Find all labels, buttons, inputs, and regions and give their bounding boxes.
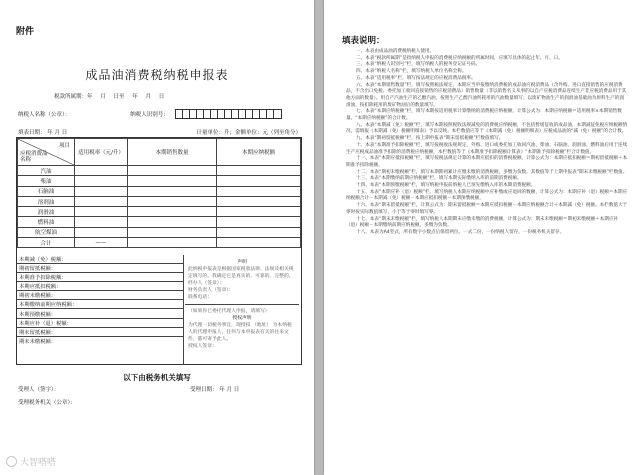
instruction-paragraph: 十、本表“本期准予扣除税额”栏，填写按税收法规规定，外购、进口或委托加工收回汽油、柴油、石脑油、润滑油、燃料油后用于连续生产应税成品油准予扣除的消费税应纳税额，本栏数值等于《本期准予扣除税额计算表》“本期准予扣除税额”栏合计数值。 xyxy=(346,142,628,155)
item-name: 润滑油 xyxy=(18,207,75,217)
total-row xyxy=(18,238,301,248)
summary-row[interactable]: 期初留抵税额： xyxy=(17,264,183,273)
tax-cell[interactable] xyxy=(217,176,301,186)
declaration-box xyxy=(185,255,299,364)
receive-date-label: 受理日期： 年 月 日 xyxy=(190,387,240,393)
instruction-paragraph: 十二、本表“期初未缴税额”栏，填写本期期初累计应缴未缴的消费税额，多缴为负数。其数值等于上期申报表“期末未缴税额”栏数值。 xyxy=(356,169,628,175)
tax-period-line xyxy=(54,92,164,100)
summary-row[interactable]: 期初未缴税额： xyxy=(17,291,183,300)
summary-row[interactable]: 本期应抵扣税额： xyxy=(17,282,183,291)
taxpayer-id-boxes[interactable] xyxy=(175,109,282,119)
rate-cell[interactable] xyxy=(75,176,128,186)
instruction-paragraph: 十七、本表“期末未缴税额”栏，填写纳税人本期期末应缴未缴的消费税额，计算公式为：期末未缴税额＝期初未缴税额＋本期应补（退）税额－本期缴纳前期应纳税额。多缴为负数。 xyxy=(346,216,619,229)
declaration-table xyxy=(16,137,302,365)
rate-cell[interactable] xyxy=(75,166,128,176)
receiver-label: 受理人（签字）： xyxy=(18,387,60,393)
qty-cell[interactable] xyxy=(128,227,217,237)
instruction-paragraph: 十五、本表“本期应补（退）税额”栏，填写纳税人本期应纳税额中应补缴或应退回的数额，计算公式为：本期应补（退）税额＝本期应纳税额合计－本期减（免）税额－本期应抵扣税额－本期预缴税额。 xyxy=(346,189,628,202)
instruction-paragraph: 十六、本表“期末留抵税额”栏，计算公式为：期末留抵税额＝本期应抵扣税额－本期应纳税额合计＋本期减（免）税额。本栏数值大于零时按实际数值填写，小于等于零时填写零。 xyxy=(346,203,628,215)
form-page xyxy=(0,0,314,475)
date-unit-line xyxy=(18,128,301,136)
instruction-paragraph: 十四、本表“本期预缴税额”栏，填写纳税申报前纳税人已预先缴纳入库的本期消费税额。 xyxy=(356,183,536,189)
rate-cell[interactable] xyxy=(75,217,128,227)
total-label: 合计 xyxy=(18,238,75,248)
rate-header: 适用税率（元/升） xyxy=(75,139,128,166)
qty-cell[interactable] xyxy=(128,176,217,186)
summary-row[interactable]: 本期准予扣除税额： xyxy=(17,273,183,282)
taxpayer-line xyxy=(18,109,282,119)
rate-cell[interactable] xyxy=(75,196,128,206)
tax-cell[interactable] xyxy=(217,196,301,206)
agent-note: （如果你已委托代理人申报，请填写） xyxy=(188,309,270,314)
summary-section xyxy=(17,255,301,364)
summary-row[interactable]: 本期预缴税额： xyxy=(17,309,183,318)
watermark xyxy=(6,455,56,468)
table-row xyxy=(18,207,301,217)
item-name: 汽油 xyxy=(18,166,75,176)
tax-cell[interactable] xyxy=(217,186,301,196)
rate-cell[interactable] xyxy=(75,186,128,196)
item-name: 柴油 xyxy=(18,176,75,186)
summary-row[interactable]: 期末留抵税额： xyxy=(17,328,183,337)
tax-cell[interactable] xyxy=(217,207,301,217)
instructions-text xyxy=(346,49,628,237)
instruction-paragraph: 十八、本表为A4竖式，所有数字小数点后保留两位。一式二份，一份纳税人留存，一份税务机关留存。 xyxy=(356,229,565,235)
instruction-paragraph: 五、本表“适用税率”栏，填写按法规定的应税消费品税率。 xyxy=(356,75,476,81)
table-row xyxy=(18,227,301,237)
summary-rows xyxy=(17,255,184,364)
item-name: 航空煤油 xyxy=(18,227,75,237)
instruction-paragraph: 十一、本表“本期应抵扣税额”栏，填写按税法规定计算的本期应抵扣的消费税税额，计算公式为：本期应抵扣税额＝期初留抵税额＋本期准予扣除税额。 xyxy=(346,156,628,168)
instruction-paragraph: 二、本表“税款所属期”是指纳税人申报的消费税应纳税额的所属时间，应填写具体的起止年、月、日。 xyxy=(356,55,563,61)
rate-cell[interactable] xyxy=(75,207,128,217)
summary-row[interactable]: 本期减（免）税额： xyxy=(17,255,183,264)
tax-cell[interactable] xyxy=(217,227,301,237)
summary-row[interactable]: 本期应补（退）税额： xyxy=(17,319,183,328)
rate-cell[interactable] xyxy=(75,227,128,237)
taxpayer-id-label: 纳税人识别号： xyxy=(130,112,169,118)
authorization-body: 为代理一切税务事宜，现授权 （地址） 为本纳税人的代理申报人，任何与本申报表有关的往来文件，都可寄予此人。 xyxy=(188,323,292,342)
instruction-paragraph: 一、本表由成品油消费税纳税人使用。 xyxy=(356,49,435,54)
tax-cell[interactable] xyxy=(217,166,301,176)
declaration-divider xyxy=(185,304,299,305)
tax-office-heading: 以下由税务机关填写 xyxy=(123,373,191,382)
qty-cell[interactable] xyxy=(128,166,217,176)
instruction-paragraph: 六、本表“本期销售数量”栏，填写按照税法规定，本期应当申报缴纳消费税的成品油应税消费品（含外购、进口直接销售的应税消费品，不含出口免税、委托加工收回直接销售的应税消费品）销售数量（非以销售名义从事的以自产应税消费品连续生产非应税消费品用于其他方面的数量）。用自产汽油生产的乙醇汽油，按照生产乙醇汽油所耗用的汽油数量填写；以废矿物油生产的润滑油基础油为原料生产的润滑油，按扣除耗用的废矿物油后的数量填写。 xyxy=(346,82,627,108)
item-name: 石脑油 xyxy=(18,186,75,196)
summary-row[interactable]: 本期缴纳前期应纳税额： xyxy=(17,300,183,309)
authorization-heading: 授权声明 xyxy=(232,316,252,321)
total-tax-cell[interactable] xyxy=(217,238,301,248)
signer-label: 经办人（签章）： xyxy=(188,281,224,286)
table-row xyxy=(18,186,301,196)
period-text: 年 月 日至 年 月 日 xyxy=(87,94,165,100)
attachment-label: 附件 xyxy=(16,27,35,37)
qty-cell[interactable] xyxy=(128,196,217,206)
qty-header: 本期销售数量 xyxy=(128,139,217,166)
project-label: 项目 xyxy=(58,143,70,149)
finance-label: 财务负责人（签章）： xyxy=(188,288,234,293)
instruction-paragraph: 十三、本表“本期缴纳前期应纳税额”栏，填写本期实际缴纳入库的前期消费税额。 xyxy=(356,176,522,182)
unit-text: 计量单位：升；金额单位：元（列至角分） xyxy=(196,130,301,136)
instruction-paragraph: 三、本表“纳税人识别号”栏，填写纳税人的税务登记证号码。 xyxy=(356,62,481,68)
instruction-paragraph: 九、本表“期初留抵税额”栏，按上期申报表“期末留抵税额”栏数值填写。 xyxy=(356,136,504,142)
instructions-page xyxy=(324,0,640,475)
tax-item-label: 应税消费品名称 xyxy=(20,151,48,163)
instruction-paragraph: 四、本表“纳税人名称”栏，填写纳税人单位名称全称。 xyxy=(356,69,467,75)
total-rate-cell: —— xyxy=(75,238,128,248)
phone-label: 联系电话： xyxy=(188,295,212,300)
authorization-sign: 授权人签章： xyxy=(188,344,217,349)
instructions-heading: 填表说明： xyxy=(342,36,385,46)
declaration-heading: 声明 xyxy=(237,260,247,265)
qty-cell[interactable] xyxy=(128,207,217,217)
tax-header: 本期应纳税额 xyxy=(217,139,301,166)
tax-item-table xyxy=(17,138,301,248)
item-name: 溶剂油 xyxy=(18,196,75,206)
table-row xyxy=(18,176,301,186)
period-label: 税款所属期： xyxy=(54,94,88,100)
total-qty-cell[interactable] xyxy=(128,238,217,248)
tax-office-label: 受理税务机关（公章）： xyxy=(18,400,76,406)
item-name: 燃料油 xyxy=(18,217,75,227)
qty-cell[interactable] xyxy=(128,217,217,227)
watermark-logo-icon xyxy=(6,456,17,467)
summary-row[interactable]: 期末未缴税额： xyxy=(19,339,57,346)
form-title: 成品油消费税纳税申报表 xyxy=(85,68,229,82)
declaration-body: 此纳税申报表是根据国家税收法律、法规及相关规定填写的，我确定它是真实的、可靠的、完整的。 xyxy=(188,267,294,279)
table-row xyxy=(18,196,301,206)
fill-date: 填表日期： 年 月 日 xyxy=(18,130,68,136)
tax-cell[interactable] xyxy=(217,217,301,227)
instruction-paragraph: 八、本表“本期减（免）税额”栏，填写本期按照税收法规减免的消费税应纳税额，不包括暂缓征收的成品油，本期减征免税应纳税额情况，需填报《本期减（免）税额明细表》予以反映。本栏数值应等于《本期减（免）税额明细表》应税成品油的“减（免）税额”的合计数。 xyxy=(346,122,628,135)
watermark-text: 大智嗒嗒 xyxy=(20,458,57,468)
diagonal-header-cell xyxy=(18,139,75,166)
table-row xyxy=(18,166,301,176)
qty-cell[interactable] xyxy=(128,186,217,196)
instruction-paragraph: 七、本表“本期应纳税额”栏，填写本期按适用税率计算缴纳的消费税应纳税额，计算公式为：本期应纳税额＝适用税率×本期销售数量。“本期应纳税额”的合计数。 xyxy=(346,109,622,122)
taxpayer-name-label: 纳税人名称（公章）： xyxy=(18,112,71,118)
table-row xyxy=(18,217,301,227)
